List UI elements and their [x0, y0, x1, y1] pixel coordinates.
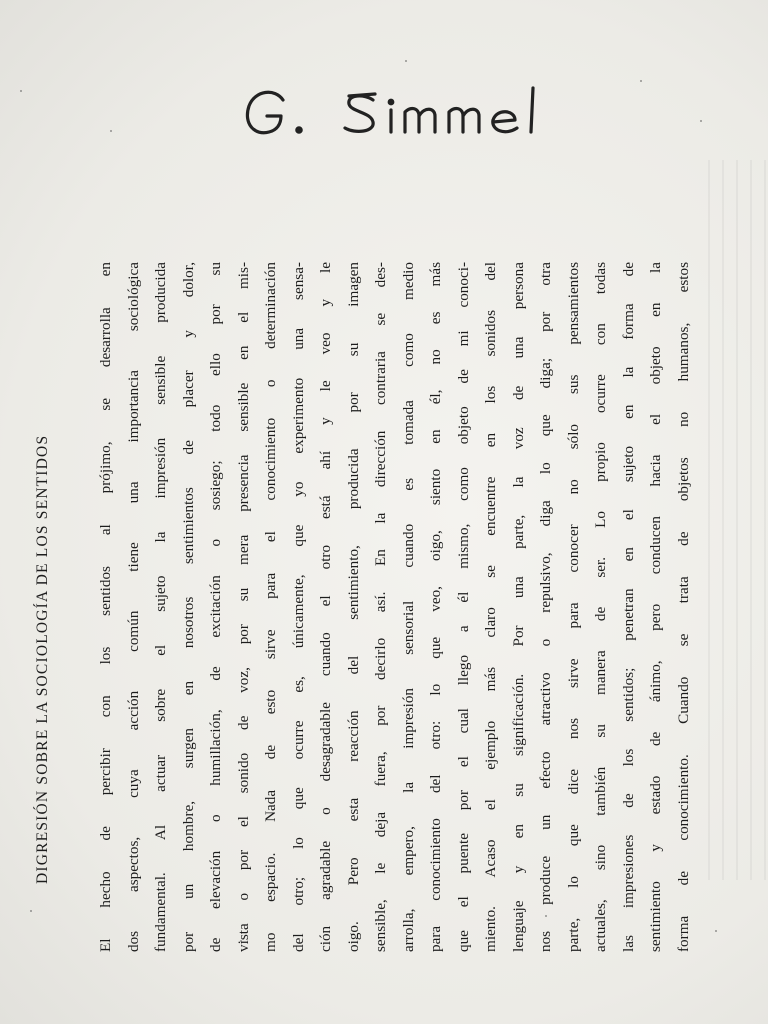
- body-line: lenguaje y en su significación. Por una parte, la voz de una persona: [509, 262, 527, 952]
- body-line: forma de conocimiento. Cuando se trata de objetos no humanos, estos: [674, 262, 692, 952]
- body-line: parte, lo que dice nos sirve para conocer no sólo sus pensamientos: [564, 262, 582, 952]
- rotated-text-block: [34, 262, 697, 952]
- body-text: [92, 262, 697, 952]
- body-line: nos produce un efecto atractivo o repulsivo, diga lo que diga; por otra: [537, 262, 554, 952]
- body-line: mo espacio. Nada de esto sirve para el conocimiento o determinación: [262, 262, 279, 952]
- scan-speck: [405, 60, 407, 62]
- body-line: El hecho de percibir con los sentidos al prójimo, se desarrolla en: [97, 262, 114, 952]
- body-line: de elevación o humillación, de excitación o sosiego; todo ello por su: [207, 262, 224, 952]
- scan-speck: [640, 80, 642, 82]
- body-line: oigo. Pero esta reacción del sentimiento, producida por su imagen: [344, 262, 362, 952]
- body-line: fundamental. Al actuar sobre el sujeto la impresión sensible producida: [152, 262, 169, 952]
- show-through-texture: [708, 160, 768, 880]
- body-line: las impresiones de los sentidos; penetran en el sujeto en la forma de: [619, 262, 637, 952]
- scan-speck: [30, 910, 32, 912]
- body-line: que el puente por el cual llego a él mismo, como objeto de mi conoci-: [454, 262, 472, 952]
- body-line: ción agradable o desagradable cuando el otro está ahí y le veo y le: [317, 262, 334, 952]
- body-line: actuales, sino también su manera de ser. Lo propio ocurre con todas: [592, 262, 609, 952]
- scan-speck: [700, 120, 702, 122]
- body-line: dos aspectos, cuya acción común tiene una importancia sociológica: [124, 262, 142, 952]
- scan-speck: [715, 930, 717, 932]
- scan-speck: [20, 90, 22, 92]
- signature-drawing: [225, 70, 555, 150]
- body-line: para conocimiento del otro: lo que veo, oigo, siento en él, no es más: [427, 262, 444, 952]
- body-line: miento. Acaso el ejemplo más claro se encuentre en los sonidos del: [482, 262, 499, 952]
- body-line: arrolla, empero, la impresión sensorial cuando es tomada como medio: [399, 262, 417, 952]
- body-line: del otro; lo que ocurre es, únicamente, que yo experimento una sensa-: [289, 262, 307, 952]
- body-line: vista o por el sonido de voz, por su mera presencia sensible en el mis-: [234, 262, 252, 952]
- body-line: sensible, le deja fuera, por decirlo así. En la dirección contraria se des-: [372, 262, 389, 952]
- body-line: sentimiento y estado de ánimo, pero conducen hacia el objeto en la: [647, 262, 664, 952]
- body-line: por un hombre, surgen en nosotros sentimientos de placer y dolor,: [179, 262, 197, 952]
- scan-speck: [110, 130, 112, 132]
- chapter-title: DIGRESIÓN SOBRE LA SOCIOLOGÍA DE LOS SENTIDOS: [34, 434, 51, 884]
- handwritten-signature: [225, 70, 555, 150]
